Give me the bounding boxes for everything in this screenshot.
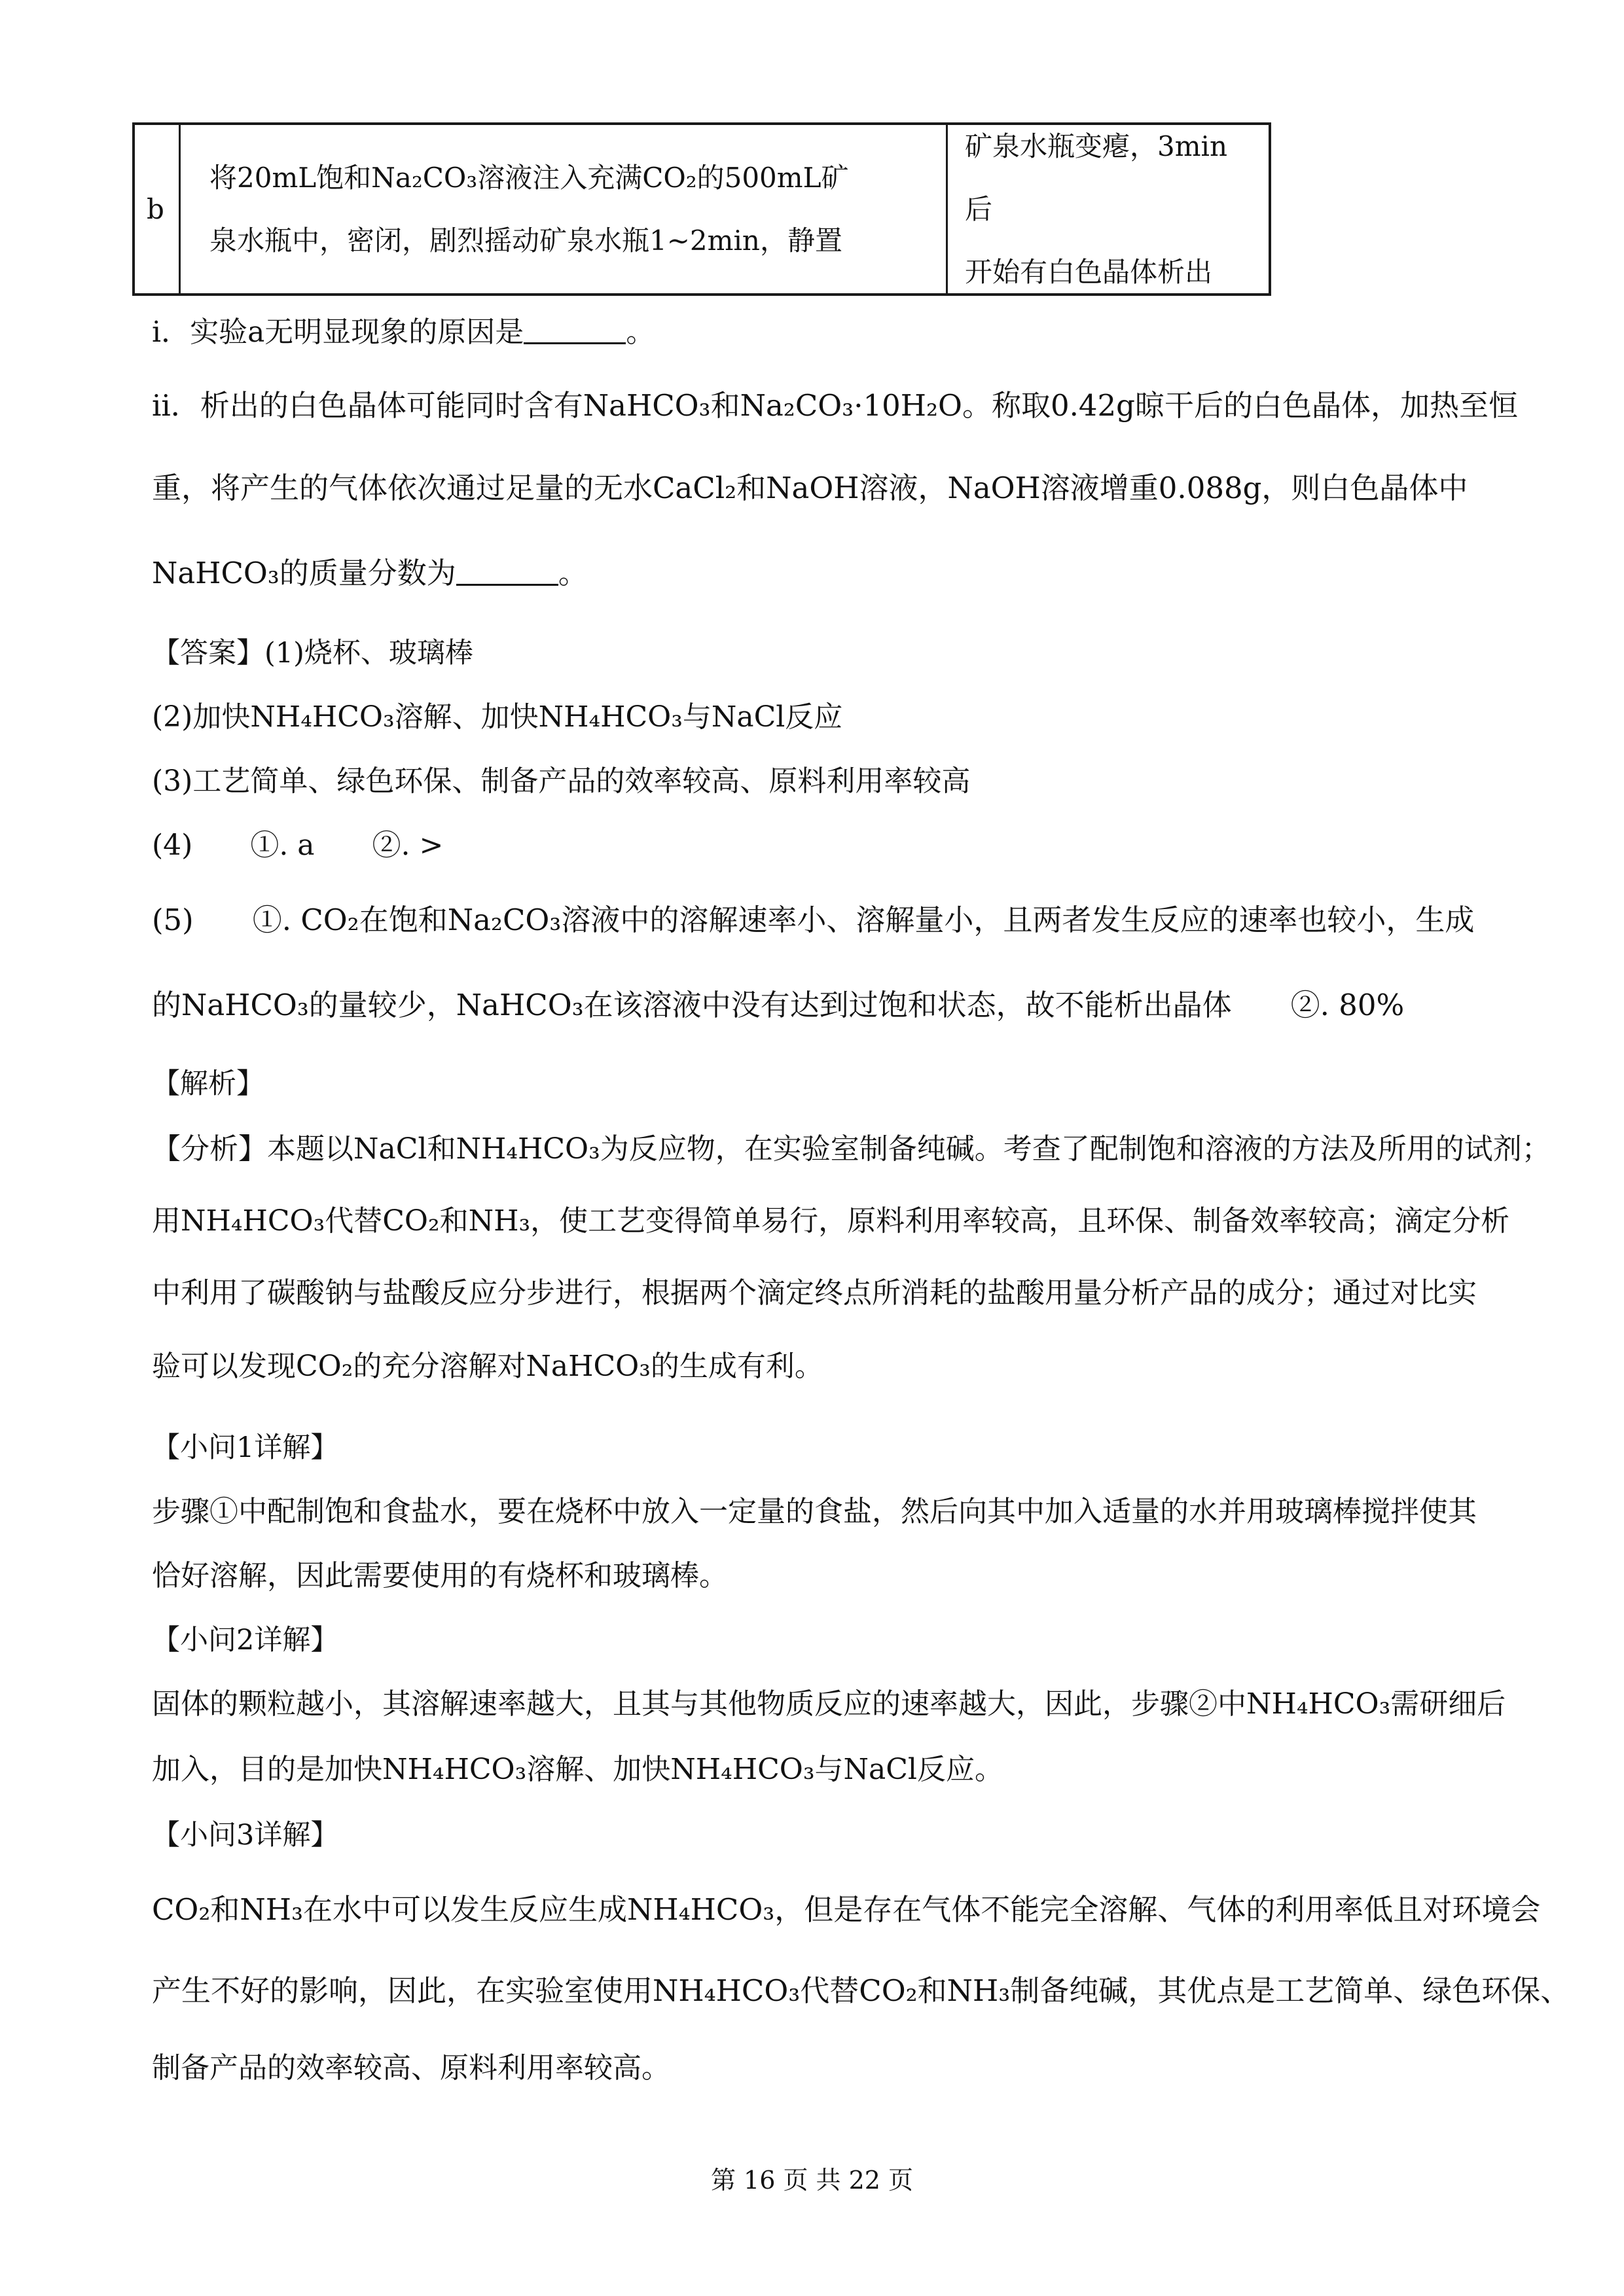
subquestion-2-line: 加入，目的是加快NH₄HCO₃溶解、加快NH₄HCO₃与NaCl反应。 bbox=[152, 1753, 1003, 1786]
subquestion-2-header: 【小问2详解】 bbox=[152, 1624, 339, 1657]
question-ii-text: NaHCO₃的质量分数为 bbox=[152, 556, 456, 590]
question-i bbox=[152, 313, 655, 352]
table-result-line: 矿泉水瓶变瘪，3min后 bbox=[965, 130, 1228, 225]
experiment-table-row bbox=[132, 122, 1271, 296]
table-result-line: 开始有白色晶体析出 bbox=[965, 255, 1213, 288]
subquestion-1-header: 【小问1详解】 bbox=[152, 1431, 339, 1464]
question-ii-line-3 bbox=[152, 554, 588, 593]
question-i-text: i．实验a无明显现象的原因是 bbox=[152, 315, 524, 349]
analysis-paragraph-line: 【分析】本题以NaCl和NH₄HCO₃为反应物，在实验室制备纯碱。考查了配制饱和溶液的方法及所用的试剂； bbox=[152, 1132, 1551, 1166]
subquestion-1-line: 步骤①中配制饱和食盐水，要在烧杯中放入一定量的食盐，然后向其中加入适量的水并用玻璃棒搅拌使其 bbox=[152, 1495, 1477, 1528]
subquestion-3-line: 产生不好的影响，因此，在实验室使用NH₄HCO₃代替CO₂和NH₃制备纯碱，其优点是工艺简单、绿色环保、 bbox=[152, 1973, 1570, 2008]
table-operation-cell bbox=[181, 125, 948, 293]
page-footer: 第 16 页 共 22 页 bbox=[710, 2166, 914, 2195]
subquestion-1-line: 恰好溶解，因此需要使用的有烧杯和玻璃棒。 bbox=[152, 1559, 728, 1592]
subquestion-3-line: CO₂和NH₃在水中可以发生反应生成NH₄HCO₃，但是存在气体不能完全溶解、气体的利用率低且对环境会 bbox=[152, 1892, 1541, 1927]
answer-blank bbox=[456, 577, 558, 586]
table-operation-line: 将20mL饱和Na₂CO₃溶液注入充满CO₂的500mL矿 bbox=[209, 161, 849, 194]
answer-item: (3)工艺简单、绿色环保、制备产品的效率较高、原料利用率较高 bbox=[152, 764, 971, 798]
analysis-header: 【解析】 bbox=[152, 1067, 264, 1100]
analysis-paragraph-line: 验可以发现CO₂的充分溶解对NaHCO₃的生成有利。 bbox=[152, 1350, 823, 1383]
answer-item: (5) ①. CO₂在饱和Na₂CO₃溶液中的溶解速率小、溶解量小，且两者发生反应的速率也较小，生成 bbox=[152, 903, 1475, 937]
analysis-paragraph-line: 中利用了碳酸钠与盐酸反应分步进行，根据两个滴定终点所消耗的盐酸用量分析产品的成分；通过对比实 bbox=[152, 1276, 1477, 1310]
analysis-paragraph-line: 用NH₄HCO₃代替CO₂和NH₃，使工艺变得简单易行，原料利用率较高，且环保、制备效率较高；滴定分析 bbox=[152, 1204, 1510, 1238]
answer-item: 的NaHCO₃的量较少，NaHCO₃在该溶液中没有达到过饱和状态，故不能析出晶体 ②. 80% bbox=[152, 988, 1405, 1022]
question-ii-line: ii．析出的白色晶体可能同时含有NaHCO₃和Na₂CO₃·10H₂O。称取0.42g晾干后的白色晶体，加热至恒 bbox=[152, 388, 1518, 423]
answer-item: (2)加快NH₄HCO₃溶解、加快NH₄HCO₃与NaCl反应 bbox=[152, 700, 843, 734]
table-row-label: b bbox=[135, 125, 181, 293]
subquestion-3-header: 【小问3详解】 bbox=[152, 1819, 339, 1852]
answer-blank bbox=[524, 336, 626, 344]
table-operation-line: 泉水瓶中，密闭，剧烈摇动矿泉水瓶1~2min，静置 bbox=[209, 224, 842, 257]
subquestion-3-line: 制备产品的效率较高、原料利用率较高。 bbox=[152, 2051, 670, 2085]
question-ii-end: 。 bbox=[558, 556, 588, 590]
answer-header: 【答案】(1)烧杯、玻璃棒 bbox=[152, 637, 473, 670]
question-i-end: 。 bbox=[626, 315, 655, 349]
table-result-cell bbox=[948, 125, 1269, 293]
subquestion-2-line: 固体的颗粒越小，其溶解速率越大，且其与其他物质反应的速率越大，因此，步骤②中NH₄HCO₃需研细后 bbox=[152, 1687, 1506, 1721]
answer-item: (4) ①. a ②. > bbox=[152, 829, 444, 862]
question-ii-line: 重，将产生的气体依次通过足量的无水CaCl₂和NaOH溶液，NaOH溶液增重0.088g，则白色晶体中 bbox=[152, 471, 1468, 505]
